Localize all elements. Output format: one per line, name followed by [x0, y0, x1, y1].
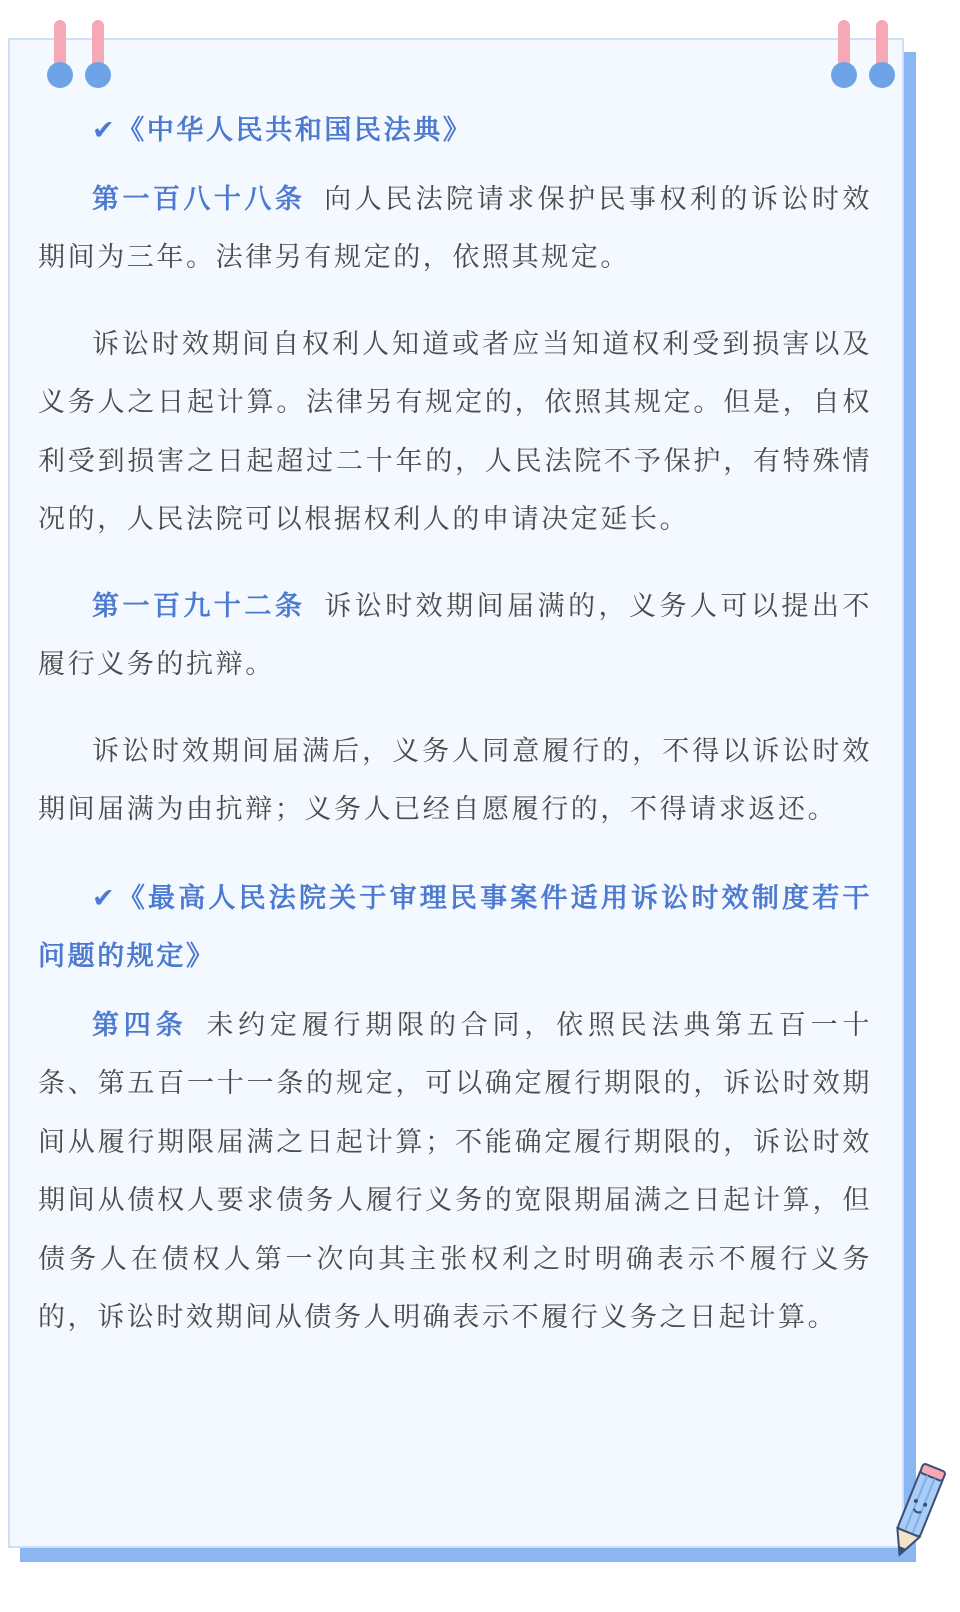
article-text: 诉讼时效期间届满后，义务人同意履行的，不得以诉讼时效期间届满为由抗辩；义务人已经自愿履行的，不得请求返还。 [38, 735, 872, 825]
section-heading: ✔《中华人民共和国民法典》 [92, 115, 473, 146]
law-paragraph [38, 316, 872, 550]
article-number: 第一百八十八条 [92, 183, 306, 215]
article-text: 诉讼时效期间届满的，义务人可以提出不履行义务的抗辩。 [38, 590, 872, 680]
article-text: 诉讼时效期间自权利人知道或者应当知道权利受到损害以及义务人之日起计算。法律另有规定的，依照其规定。但是，自权利受到损害之日起超过二十年的，人民法院不予保护，有特殊情况的，人民法院可以根据权利人的申请决定延长。 [38, 328, 872, 535]
law-paragraph [38, 723, 872, 840]
pencil-icon [880, 1462, 952, 1566]
law-paragraph [38, 578, 872, 695]
binder-ring-icon [831, 20, 857, 90]
article-number: 第四条 [92, 1009, 188, 1041]
article-number: 第一百九十二条 [92, 590, 306, 622]
article-text: 未约定履行期限的合同，依照民法典第五百一十条、第五百一十一条的规定，可以确定履行期限的，诉讼时效期间从履行期限届满之日起计算；不能确定履行期限的，诉讼时效期间从债权人要求债务人履行义务的宽限期届满之日起计算，但债务人在债权人第一次向其主张权利之时明确表示不履行义务的，诉讼时效期间从债务人明确表示不履行义务之日起计算。 [38, 1009, 872, 1333]
section-heading: ✔《最高人民法院关于审理民事案件适用诉讼时效制度若干问题的规定》 [38, 882, 872, 972]
law-paragraph [38, 997, 872, 1348]
article-text: 向人民法院请求保护民事权利的诉讼时效期间为三年。法律另有规定的，依照其规定。 [38, 183, 872, 273]
article-content [38, 102, 872, 1348]
law-paragraph [38, 171, 872, 288]
binder-ring-icon [869, 20, 895, 90]
binder-ring-icon [47, 20, 73, 90]
binder-ring-icon [85, 20, 111, 90]
